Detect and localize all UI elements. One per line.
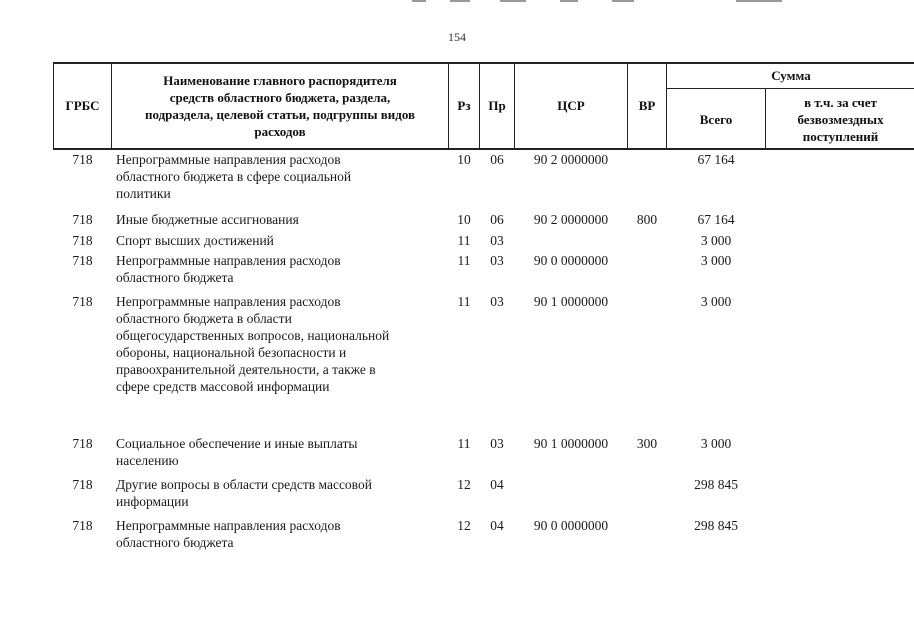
header-vr: ВР (638, 98, 656, 113)
header-csr: ЦСР (557, 98, 585, 113)
header-name: Наименование главного распорядителя средств областного бюджета, раздела, подраздела, целевой статьи, подгруппы видов расходов (144, 73, 416, 139)
cell-name: Непрограммные направления расходов областного бюджета в сфере социальной политики (116, 152, 352, 201)
cell-total: 3 000 (700, 233, 732, 248)
cell-total: 298 845 (694, 477, 738, 492)
cell-pr: 03 (490, 233, 504, 248)
cell-csr: 90 1 0000000 (533, 294, 609, 309)
header-incl-grants: в т.ч. за счет безвозмездных поступлений (797, 95, 884, 144)
cell-name: Непрограммные направления расходов областного бюджета (116, 253, 341, 285)
cell-csr: 90 1 0000000 (533, 436, 609, 451)
cell-name: Спорт высших достижений (116, 233, 274, 248)
cell-grbs: 718 (72, 253, 93, 268)
cell-name: Непрограммные направления расходов областного бюджета (116, 518, 341, 550)
cell-total: 67 164 (697, 212, 735, 227)
cell-total: 3 000 (700, 436, 732, 451)
cell-total: 298 845 (694, 518, 738, 533)
cell-rz: 10 (457, 212, 471, 227)
cell-pr: 06 (490, 212, 504, 227)
cell-pr: 03 (490, 294, 504, 309)
cell-pr: 03 (490, 253, 504, 268)
cell-grbs: 718 (72, 477, 93, 492)
cell-rz: 10 (457, 152, 471, 167)
cell-rz: 11 (457, 294, 471, 309)
cell-name: Другие вопросы в области средств массовой информации (116, 477, 372, 509)
cell-csr: 90 2 0000000 (533, 152, 609, 167)
table-top-border (53, 62, 914, 64)
header-bottom-border (53, 148, 914, 150)
cell-vr: 800 (636, 212, 658, 227)
header-pr: Пр (488, 98, 506, 113)
cell-pr: 03 (490, 436, 504, 451)
header-sum: Сумма (771, 68, 811, 83)
cell-pr: 04 (490, 477, 504, 492)
cell-rz: 12 (457, 477, 471, 492)
cell-pr: 06 (490, 152, 504, 167)
cell-name: Социальное обеспечение и иные выплаты населению (116, 436, 358, 468)
scan-artifacts (0, 0, 914, 6)
cell-rz: 12 (457, 518, 471, 533)
cell-rz: 11 (457, 233, 471, 248)
cell-pr: 04 (490, 518, 504, 533)
cell-name: Непрограммные направления расходов областного бюджета в области общегосударственных вопросов, национальной обороны, национальной безопасности и правоохранительной деятельности, а также в сфере средств массовой информации (116, 294, 390, 394)
header-grbs: ГРБС (65, 98, 100, 113)
cell-grbs: 718 (72, 233, 93, 248)
cell-grbs: 718 (72, 212, 93, 227)
header-total: Всего (699, 112, 733, 127)
cell-rz: 11 (457, 253, 471, 268)
cell-csr: 90 0 0000000 (533, 253, 609, 268)
cell-total: 3 000 (700, 294, 732, 309)
page-number: 154 (448, 30, 466, 44)
cell-csr: 90 2 0000000 (533, 212, 609, 227)
cell-vr: 300 (636, 436, 658, 451)
cell-name: Иные бюджетные ассигнования (116, 212, 299, 227)
cell-grbs: 718 (72, 294, 93, 309)
cell-grbs: 718 (72, 436, 93, 451)
cell-rz: 11 (457, 436, 471, 451)
cell-total: 67 164 (697, 152, 735, 167)
sum-divider (666, 88, 914, 89)
cell-grbs: 718 (72, 518, 93, 533)
cell-csr: 90 0 0000000 (533, 518, 609, 533)
header-rz: Рз (457, 98, 471, 113)
cell-total: 3 000 (700, 253, 732, 268)
cell-grbs: 718 (72, 152, 93, 167)
